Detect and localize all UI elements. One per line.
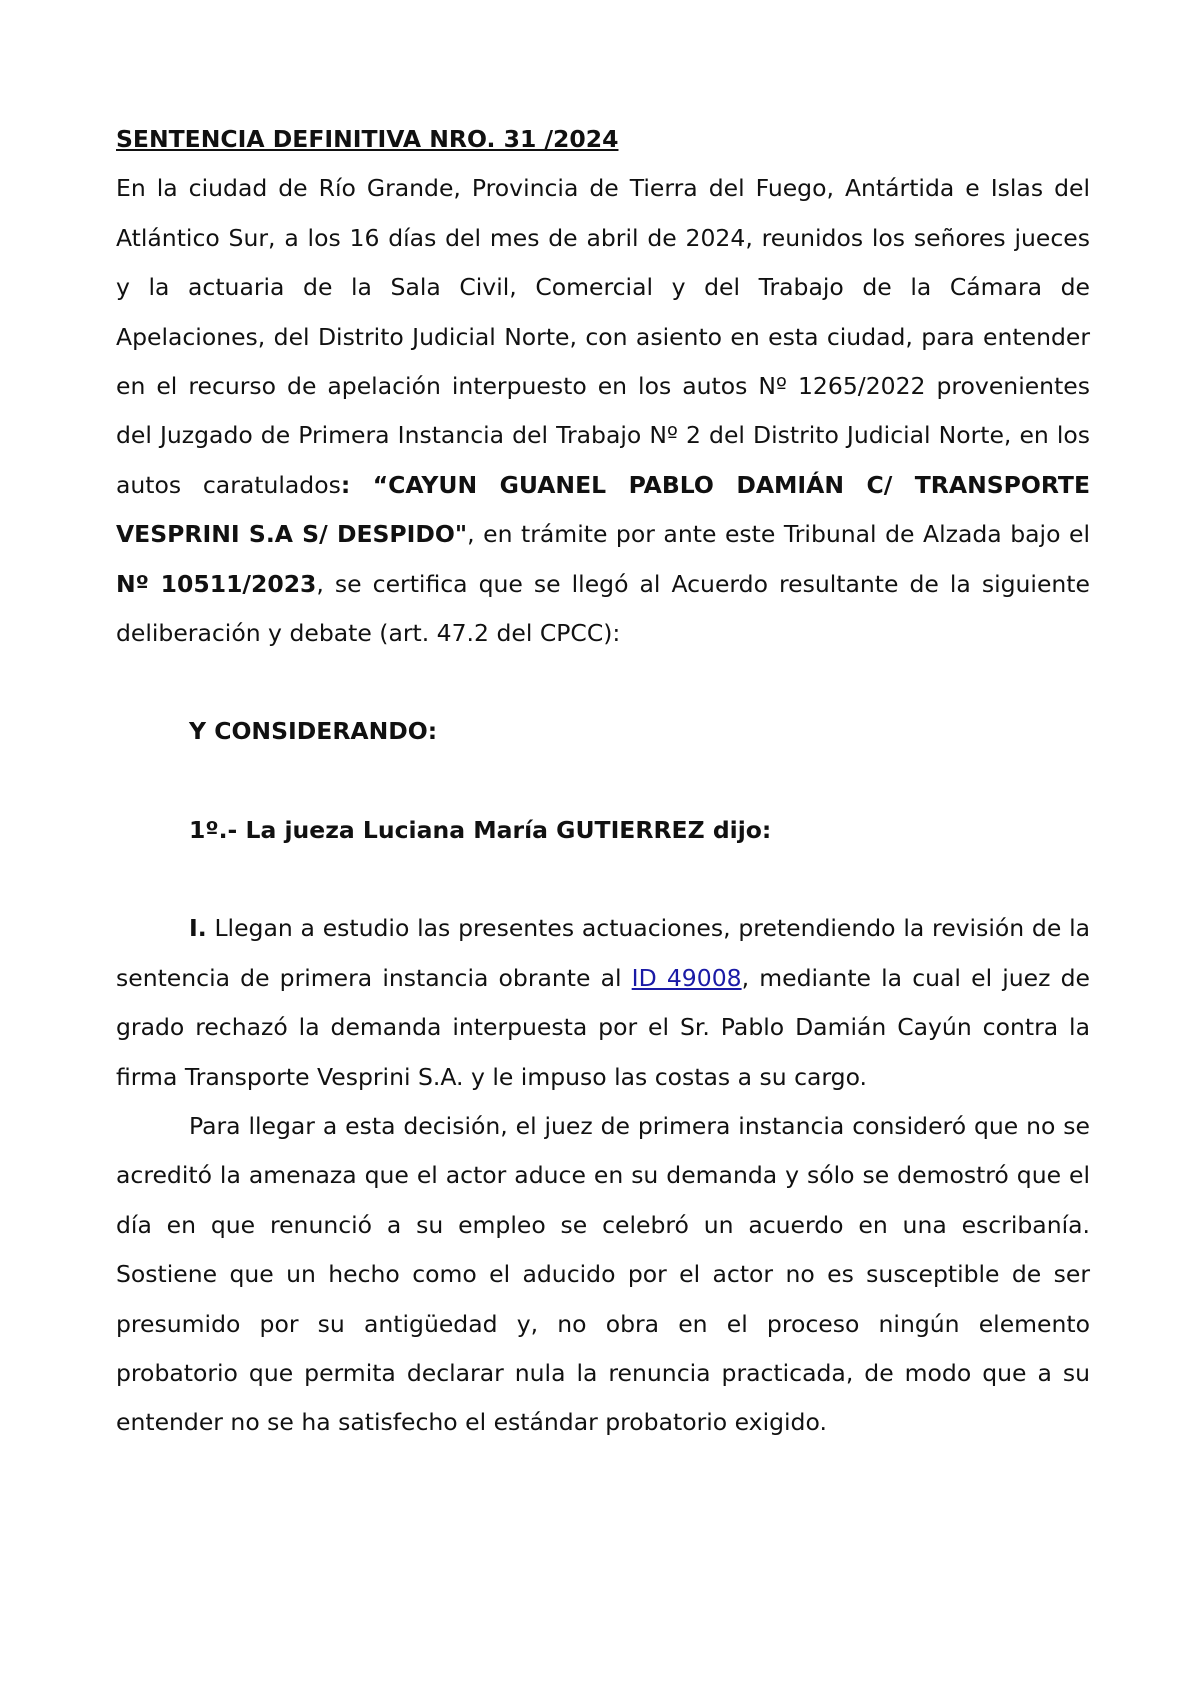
spacer xyxy=(116,658,1090,707)
judge-heading: 1º.- La jueza Luciana María GUTIERREZ dijo: xyxy=(189,815,772,844)
considerando-heading: Y CONSIDERANDO: xyxy=(189,717,438,746)
spacer xyxy=(116,855,1090,904)
section-1-paragraph xyxy=(116,904,1090,1102)
intro-text-2: , en trámite por ante este Tribunal de Alzada bajo el xyxy=(467,520,1090,549)
intro-colon: : xyxy=(340,470,351,499)
id-reference-link[interactable]: ID 49008 xyxy=(631,963,742,992)
section-numeral: I. xyxy=(189,914,207,943)
case-title: “CAYUN GUANEL PABLO DAMIÁN C/ TRANSPORTE VESPRINI S.A S/ DESPIDO" xyxy=(116,470,1091,549)
decision-paragraph: Para llegar a esta decisión, el juez de primera instancia consideró que no se acreditó la amenaza que el actor aduce en su demanda y sólo se demostró que el día en que renunció a su empleo se celebró un acuerdo en una escribanía. Sostiene que un hecho como el aducido por el actor no es susceptible de ser presumido por su antigüedad y, no obra en el proceso ningún elemento probatorio que permita declarar nula la renuncia practicada, de modo que a su entender no se ha satisfecho el estándar probatorio exigido. xyxy=(116,1111,1090,1437)
file-number: Nº 10511/2023 xyxy=(116,569,317,598)
section-1-text-2: , mediante la cual el juez de grado rechazó la demanda interpuesta por el Sr. Pablo Damián Cayún contra la firma Transporte Vesprini S.A. y le impuso las costas a su cargo. xyxy=(116,963,1090,1091)
intro-text-3: , se certifica que se llegó al Acuerdo resultante de la siguiente deliberación y debate (art. 47.2 del CPCC): xyxy=(116,569,1090,648)
intro-paragraph xyxy=(116,164,1090,658)
intro-text-1: En la ciudad de Río Grande, Provincia de Tierra del Fuego, Antártida e Islas del Atlántico Sur, a los 16 días del mes de abril de 2024, reunidos los señores jueces y la actuaria de la Sala Civil, Comercial y del Trabajo de la Cámara de Apelaciones, del Distrito Judicial Norte, con asiento en esta ciudad, para entender en el recurso de apelación interpuesto en los autos Nº 1265/2022 provenientes del Juzgado de Primera Instancia del Trabajo Nº 2 del Distrito Judicial Norte, en los autos caratulados xyxy=(116,174,1090,499)
document-title: SENTENCIA DEFINITIVA NRO. 31 /2024 xyxy=(116,125,619,153)
section-1-text-1: Llegan a estudio las presentes actuaciones, pretendiendo la revisión de la sentencia de primera instancia obrante al xyxy=(116,914,1090,992)
spacer xyxy=(116,757,1090,806)
